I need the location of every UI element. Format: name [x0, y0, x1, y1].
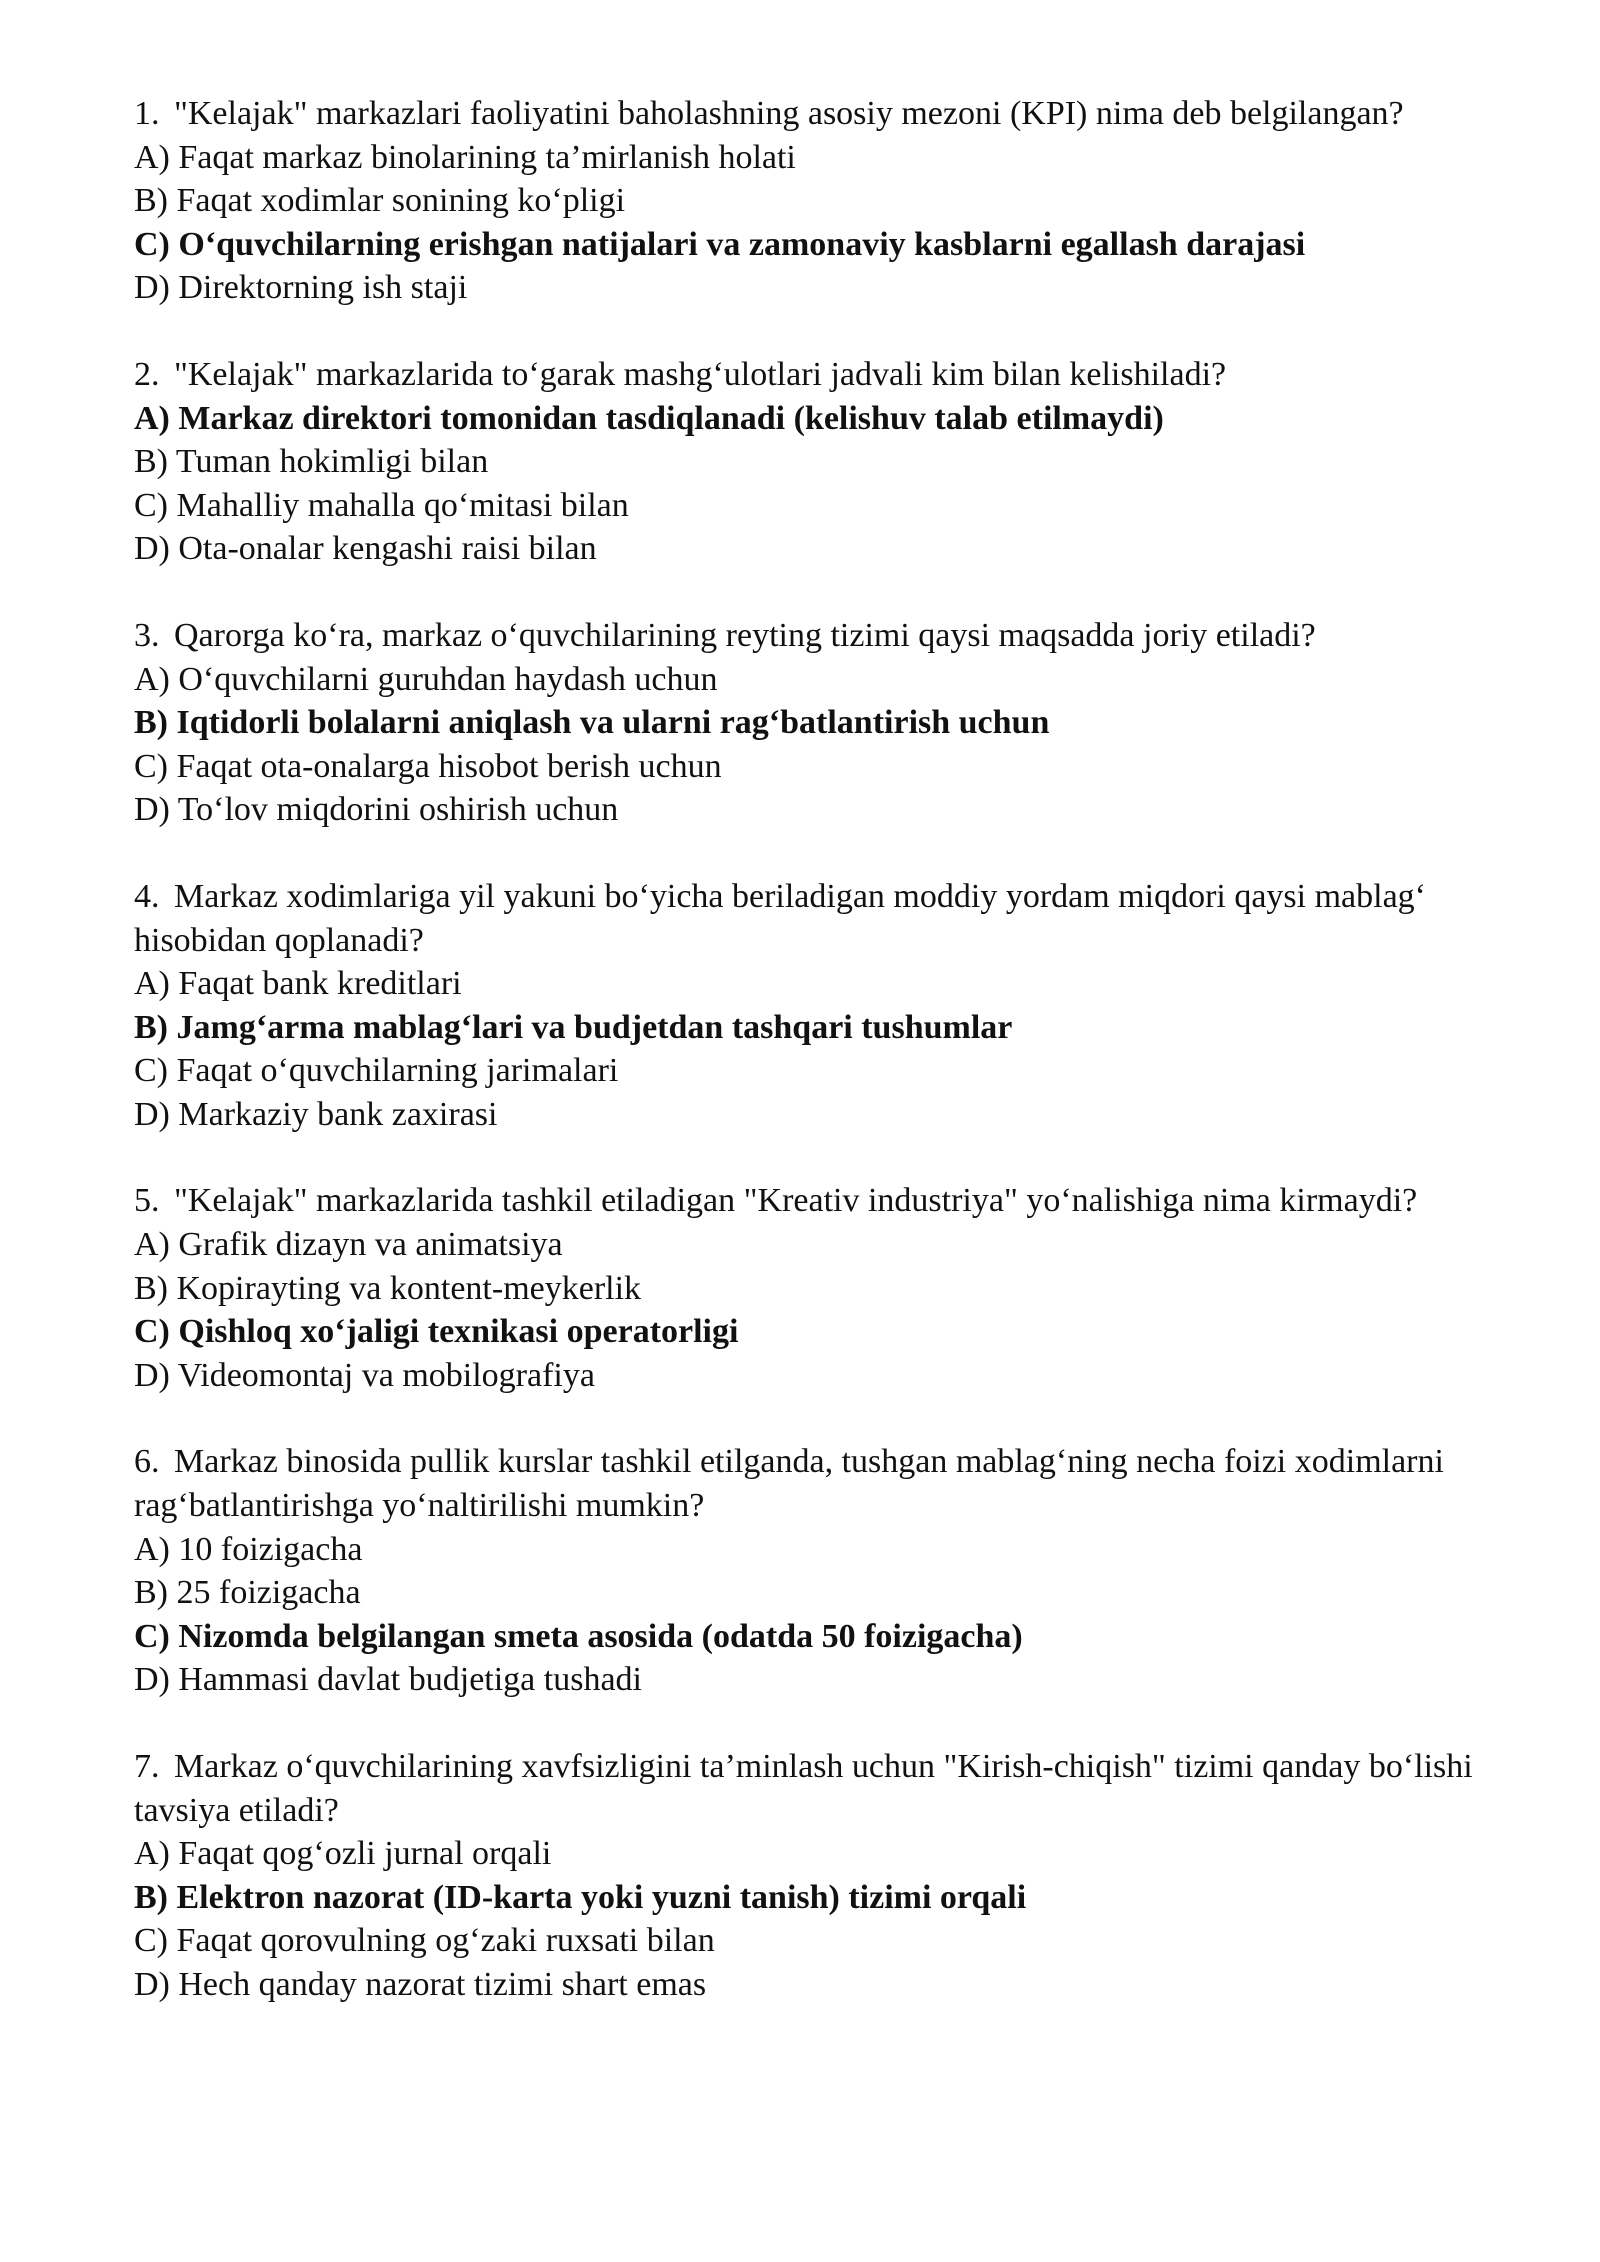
- question-1: [134, 92, 1540, 310]
- question-7: [134, 1745, 1540, 2007]
- answer-option-b: B) 25 foizigacha: [134, 1574, 361, 1612]
- answer-option-c-correct: C) O‘quvchilarning erishgan natijalari va zamonaviy kasblarni egallash darajasi: [134, 225, 1306, 263]
- answer-option-c: C) Faqat ota-onalarga hisobot berish uchun: [134, 747, 722, 785]
- answer-option-b-correct: B) Jamg‘arma mablag‘lari va budjetdan tashqari tushumlar: [134, 1008, 1013, 1046]
- answer-option-c-correct: C) Nizomda belgilangan smeta asosida (odatda 50 foizigacha): [134, 1617, 1023, 1655]
- question-text: [134, 1179, 1514, 1223]
- answer-option-d: D) Markaziy bank zaxirasi: [134, 1095, 498, 1133]
- answer-option-b: B) Tuman hokimligi bilan: [134, 443, 489, 481]
- question-body: "Kelajak" markazlari faoliyatini baholashning asosiy mezoni (KPI) nima deb belgilangan?: [174, 95, 1404, 132]
- answer-option-a: A) Grafik dizayn va animatsiya: [134, 1226, 563, 1264]
- answer-option-c: C) Faqat qorovulning og‘zaki ruxsati bilan: [134, 1922, 715, 1960]
- question-number: 3.: [134, 616, 160, 654]
- answer-option-d: D) Direktorning ish staji: [134, 269, 468, 307]
- question-4: [134, 875, 1540, 1137]
- answer-option-c: C) Mahalliy mahalla qo‘mitasi bilan: [134, 486, 629, 524]
- answer-option-a: A) Faqat bank kreditlari: [134, 965, 462, 1003]
- answer-option-d: D) To‘lov miqdorini oshirish uchun: [134, 791, 619, 829]
- answer-option-b: B) Faqat xodimlar sonining ko‘pligi: [134, 182, 626, 220]
- answer-option-d: D) Ota-onalar kengashi raisi bilan: [134, 530, 597, 568]
- answer-option-d: D) Hammasi davlat budjetiga tushadi: [134, 1661, 642, 1699]
- answer-option-b-correct: B) Iqtidorli bolalarni aniqlash va ularni rag‘batlantirish uchun: [134, 704, 1050, 742]
- answer-option-a: A) 10 foizigacha: [134, 1530, 363, 1568]
- answer-option-c-correct: C) Qishloq xo‘jaligi texnikasi operatorligi: [134, 1313, 739, 1351]
- question-number: 2.: [134, 355, 160, 393]
- answer-option-a: A) O‘quvchilarni guruhdan haydash uchun: [134, 660, 718, 698]
- question-text: [134, 353, 1514, 397]
- question-body: Markaz xodimlariga yil yakuni bo‘yicha beriladigan moddiy yordam miqdori qaysi mablag‘ hisobidan qoplanadi?: [134, 877, 1427, 959]
- question-text: [134, 614, 1514, 658]
- question-body: "Kelajak" markazlarida to‘garak mashg‘ulotlari jadvali kim bilan kelishiladi?: [174, 355, 1227, 393]
- question-text: [134, 1440, 1514, 1527]
- question-text: [134, 875, 1514, 962]
- answer-option-c: C) Faqat o‘quvchilarning jarimalari: [134, 1052, 619, 1090]
- question-5: [134, 1179, 1540, 1397]
- question-body: Markaz binosida pullik kurslar tashkil etilganda, tushgan mablag‘ning necha foizi xodimlarni rag‘batlantirishga yo‘naltirilishi mumkin?: [134, 1443, 1444, 1525]
- question-2: [134, 353, 1540, 571]
- question-body: Qarorga ko‘ra, markaz o‘quvchilarining reyting tizimi qaysi maqsadda joriy etiladi?: [174, 616, 1316, 654]
- question-6: [134, 1440, 1540, 1702]
- question-text: [134, 92, 1514, 136]
- answer-option-d: D) Hech qanday nazorat tizimi shart emas: [134, 1965, 707, 2003]
- question-body: "Kelajak" markazlarida tashkil etiladigan "Kreativ industriya" yo‘nalishiga nima kirmaydi?: [174, 1182, 1418, 1220]
- answer-option-d: D) Videomontaj va mobilografiya: [134, 1356, 595, 1394]
- question-number: 7.: [134, 1748, 160, 1785]
- question-text: [134, 1745, 1514, 1832]
- question-body: Markaz o‘quvchilarining xavfsizligini ta’minlash uchun "Kirish-chiqish" tizimi qanday bo‘lishi tavsiya etiladi?: [134, 1748, 1473, 1829]
- question-3: [134, 614, 1540, 832]
- answer-option-a: A) Faqat qog‘ozli jurnal orqali: [134, 1835, 552, 1873]
- answer-option-a-correct: A) Markaz direktori tomonidan tasdiqlanadi (kelishuv talab etilmaydi): [134, 399, 1164, 437]
- question-number: 5.: [134, 1182, 160, 1220]
- question-number: 1.: [134, 95, 160, 132]
- answer-option-b-correct: B) Elektron nazorat (ID-karta yoki yuzni tanish) tizimi orqali: [134, 1878, 1027, 1916]
- question-number: 4.: [134, 877, 160, 915]
- answer-option-a: A) Faqat markaz binolarining ta’mirlanish holati: [134, 138, 796, 176]
- answer-option-b: B) Kopirayting va kontent-meykerlik: [134, 1269, 642, 1307]
- question-number: 6.: [134, 1443, 160, 1481]
